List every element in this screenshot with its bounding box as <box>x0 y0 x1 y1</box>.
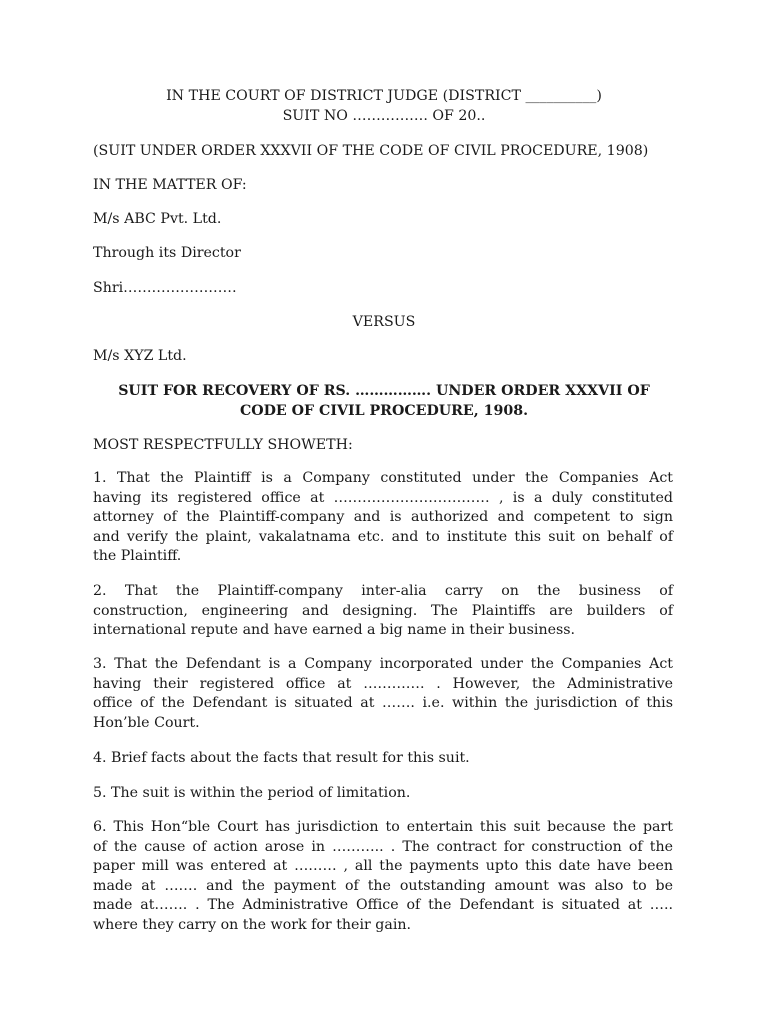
suit-number: SUIT NO ……………. OF 20.. <box>282 108 486 124</box>
suit-title-line-1: SUIT FOR RECOVERY OF RS. ……………. UNDER ORDER XXXVII OF <box>118 383 650 399</box>
paragraph-3 <box>93 655 673 733</box>
versus-label: VERSUS <box>352 314 416 330</box>
paragraph-line: made at ……. and the payment of the outstanding amount was also to be <box>93 877 673 894</box>
paragraph-line: attorney of the Plaintiff-company and is authorized and competent to sign <box>93 509 673 526</box>
paragraph-line: made at……. . The Administrative Office of the Defendant is situated at ….. <box>93 897 673 914</box>
through-director: Through its Director <box>93 245 241 261</box>
paragraph-2 <box>93 582 673 641</box>
paragraph-5 <box>93 784 673 804</box>
suit-under-order: (SUIT UNDER ORDER XXXVII OF THE CODE OF CIVIL PROCEDURE, 1908) <box>93 143 649 159</box>
paragraph-line: 2. That the Plaintiff-company inter-alia carry on the business of <box>93 583 673 599</box>
paragraph-line: having its registered office at …………………………… , is a duly constituted <box>93 489 673 506</box>
paragraph-line: Hon’ble Court. <box>93 714 200 731</box>
in-the-matter-label: IN THE MATTER OF: <box>93 177 247 193</box>
paragraph-line: paper mill was entered at ……… , all the payments upto this date have been <box>93 858 673 875</box>
paragraph-line: construction, engineering and designing. The Plaintiffs are builders of <box>93 602 673 619</box>
paragraph-line: 6. This Hon“ble Court has jurisdiction to entertain this suit because the part <box>93 819 673 835</box>
paragraph-line: having their registered office at …………. . However, the Administrative <box>93 675 673 692</box>
paragraph-line: 5. The suit is within the period of limitation. <box>93 785 411 801</box>
court-heading: IN THE COURT OF DISTRICT JUDGE (DISTRICT __________) <box>166 88 602 104</box>
showeth-heading: MOST RESPECTFULLY SHOWETH: <box>93 437 353 453</box>
shri-line: Shri…………………… <box>93 280 237 296</box>
paragraph-line: the Plaintiff. <box>93 548 182 565</box>
paragraph-line: 1. That the Plaintiff is a Company constituted under the Companies Act <box>93 470 673 486</box>
paragraph-6 <box>93 818 673 936</box>
paragraph-line: international repute and have earned a big name in their business. <box>93 622 576 639</box>
paragraph-line: of the cause of action arose in ……….. . The contract for construction of the <box>93 838 673 855</box>
paragraph-line: office of the Defendant is situated at ……. i.e. within the jurisdiction of this <box>93 695 673 712</box>
plaintiff-name: M/s ABC Pvt. Ltd. <box>93 211 222 227</box>
paragraph-line: 3. That the Defendant is a Company incorporated under the Companies Act <box>93 656 673 672</box>
paragraph-4 <box>93 749 673 769</box>
suit-title-line-2: CODE OF CIVIL PROCEDURE, 1908. <box>239 403 529 419</box>
paragraph-line: and verify the plaint, vakalatnama etc. and to institute this suit on behalf of <box>93 528 673 545</box>
defendant-name: M/s XYZ Ltd. <box>93 348 187 364</box>
paragraph-line: where they carry on the work for their gain. <box>93 916 411 933</box>
paragraph-1 <box>93 469 673 567</box>
paragraph-line: 4. Brief facts about the facts that result for this suit. <box>93 750 470 766</box>
